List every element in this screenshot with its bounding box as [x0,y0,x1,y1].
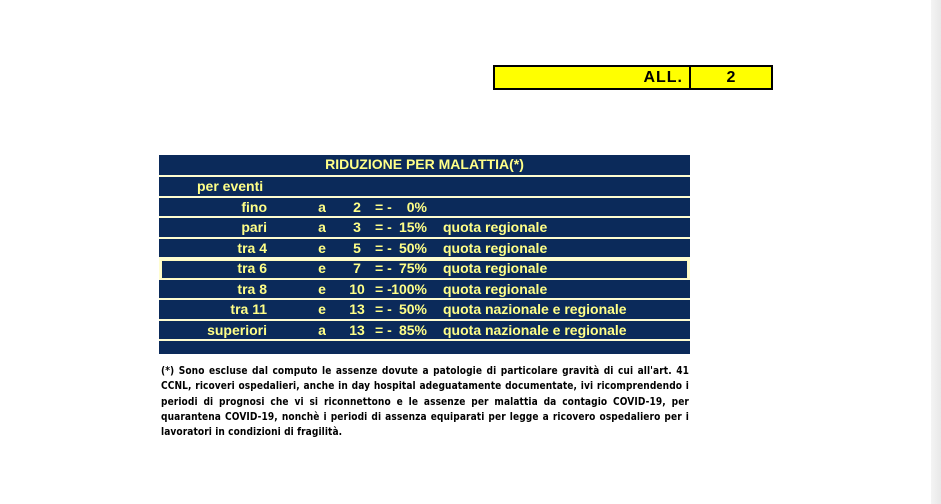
row-percentage: 15% [398,219,427,235]
row-range-start: tra 8 [237,280,267,297]
row-range-end: 5 [353,239,361,256]
row-percentage: 75% [398,260,427,276]
table-row [159,259,690,280]
row-equals: = - [375,301,392,317]
table-row [159,280,690,301]
table-row [159,218,690,239]
table-row [159,321,690,342]
row-connector: e [318,280,326,297]
row-range-end: 10 [349,280,365,297]
row-quota: quota regionale [443,239,548,256]
row-range-start: tra 4 [237,239,267,256]
table-subheader: per eventi [197,178,264,194]
table-row [159,198,690,219]
row-range-start: pari [241,219,267,235]
row-range-start: tra 6 [237,260,267,276]
reduction-table [159,155,690,354]
row-equals: = - [375,280,392,297]
row-connector: e [318,301,326,317]
row-range-end: 13 [349,301,365,317]
row-percentage: 50% [398,239,427,256]
row-equals: = - [375,239,392,256]
page-edge-shadow [931,0,941,504]
row-range-end: 2 [353,198,361,215]
row-connector: e [318,239,326,256]
row-range-end: 13 [349,321,365,338]
row-range-start: tra 11 [230,301,267,317]
allegato-number: 2 [726,68,736,86]
row-connector: a [318,219,326,235]
row-range-end: 7 [353,260,361,276]
row-percentage: 50% [398,301,427,317]
allegato-box [493,65,773,90]
table-row [159,300,690,321]
row-quota: quota regionale [443,219,548,235]
row-percentage: 0% [406,198,427,215]
row-percentage: 100% [391,280,427,297]
row-equals: = - [375,321,392,338]
row-range-start: superiori [207,321,267,338]
row-equals: = - [375,219,392,235]
row-quota: quota regionale [443,280,548,297]
row-range-end: 3 [353,219,361,235]
table-subheader-row [159,177,690,198]
row-connector: a [318,198,326,215]
table-footer-row [159,341,690,354]
row-range-start: fino [241,198,267,215]
row-equals: = - [375,260,392,276]
row-equals: = - [375,198,392,215]
allegato-label: ALL. [495,67,691,88]
row-quota: quota regionale [443,260,548,276]
table-row [159,239,690,260]
row-connector: a [318,321,326,338]
footnote: (*) Sono escluse dal computo le assenze dovute a patologie di particolare gravità di cui all'art. 41 CCNL, ricoveri ospedalieri, anche in day hospital adeguatamente documentate, ivi ricomprendendo i periodi di prognosi che vi si riconnettono e le assenze per malattia da contagio COVID-19, per quarantena COVID-19, nonchè i periodi di assenza equiparati per legge a ricovero ospedaliero per i lavoratori in condizioni di fragilità. [161,365,689,439]
row-connector: e [318,260,326,276]
row-quota: quota nazionale e regionale [443,301,627,317]
table-title: RIDUZIONE PER MALATTIA(*) [159,155,690,177]
row-percentage: 85% [398,321,427,338]
row-quota: quota nazionale e regionale [443,321,627,338]
